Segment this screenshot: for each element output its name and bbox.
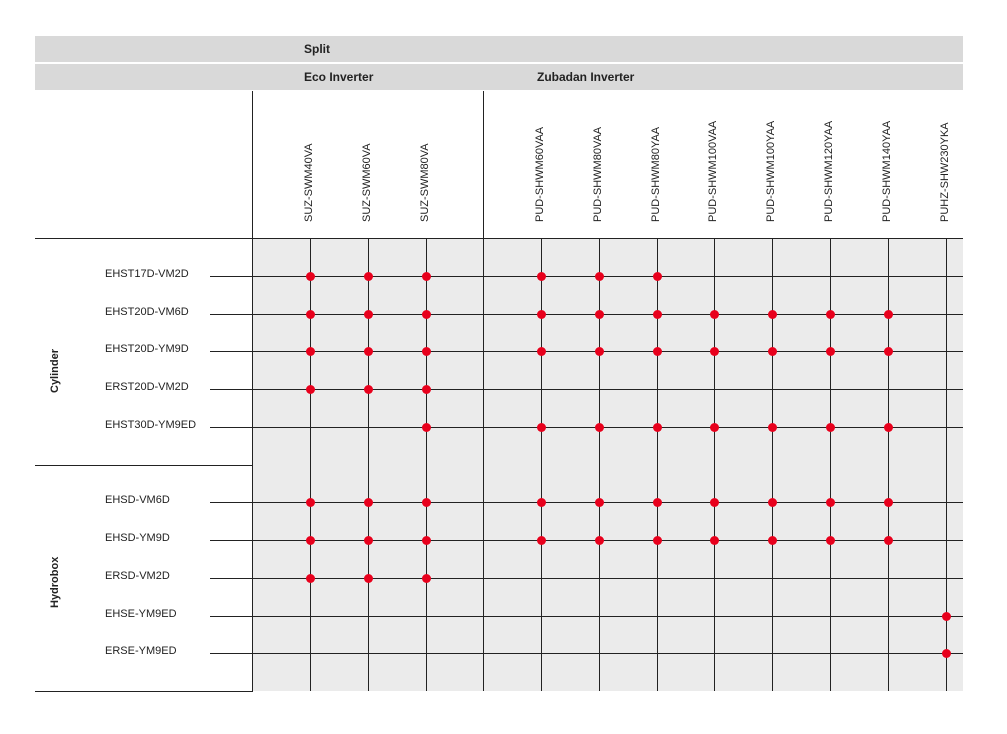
header-band-split [35, 36, 963, 62]
compatibility-dot [653, 423, 662, 432]
row-line [210, 314, 963, 315]
section-separator [35, 238, 253, 239]
column-label: PUHZ-SHW230YKA [939, 122, 951, 222]
compatibility-dot [884, 310, 893, 319]
column-line [888, 238, 889, 691]
compatibility-dot [422, 574, 431, 583]
compatibility-dot [768, 347, 777, 356]
compatibility-dot [364, 385, 373, 394]
row-label: EHSD-VM6D [105, 494, 170, 506]
zubadan-inverter-label: Zubadan Inverter [537, 70, 635, 84]
compatibility-dot [306, 272, 315, 281]
compatibility-dot [653, 498, 662, 507]
column-line [599, 238, 600, 691]
compatibility-dot [306, 498, 315, 507]
column-line [946, 238, 947, 691]
section-separator [35, 465, 253, 466]
compatibility-dot [768, 423, 777, 432]
compatibility-dot [884, 498, 893, 507]
compatibility-dot [364, 574, 373, 583]
column-label: SUZ-SWM80VA [419, 143, 431, 222]
compatibility-dot [537, 423, 546, 432]
compatibility-dot [422, 347, 431, 356]
compatibility-dot [653, 536, 662, 545]
split-label: Split [304, 42, 330, 56]
compatibility-dot [422, 385, 431, 394]
column-label: PUD-SHWM80VAA [592, 126, 604, 222]
group-label-hydrobox: Hydrobox [49, 556, 61, 608]
column-label: PUD-SHWM120YAA [823, 120, 835, 222]
compatibility-dot [826, 423, 835, 432]
header-band-groups [35, 64, 963, 90]
compatibility-dot [306, 574, 315, 583]
row-label: EHST17D-VM2D [105, 268, 189, 280]
compatibility-dot [826, 498, 835, 507]
row-label: ERST20D-VM2D [105, 381, 189, 393]
compatibility-dot [826, 536, 835, 545]
row-line [210, 502, 963, 503]
compatibility-dot [653, 347, 662, 356]
column-line [657, 238, 658, 691]
compatibility-dot [537, 536, 546, 545]
compatibility-dot [364, 536, 373, 545]
row-label: EHST20D-YM9D [105, 343, 189, 355]
compatibility-dot [422, 536, 431, 545]
column-line [310, 238, 311, 691]
compatibility-dot [422, 498, 431, 507]
column-label: SUZ-SWM40VA [303, 143, 315, 222]
group-label-cylinder: Cylinder [49, 348, 61, 393]
column-line [714, 238, 715, 691]
compatibility-dot [306, 310, 315, 319]
row-line [210, 578, 963, 579]
row-line [210, 427, 963, 428]
compatibility-dot [537, 272, 546, 281]
compatibility-dot [422, 272, 431, 281]
compatibility-dot [595, 536, 604, 545]
row-label: EHST20D-VM6D [105, 306, 189, 318]
compatibility-dot [653, 272, 662, 281]
compatibility-dot [942, 649, 951, 658]
label-column-divider [252, 91, 253, 691]
compatibility-dot [768, 310, 777, 319]
column-label: SUZ-SWM60VA [361, 143, 373, 222]
compatibility-dot [710, 347, 719, 356]
compatibility-dot [710, 423, 719, 432]
row-label: EHST30D-YM9ED [105, 419, 197, 431]
compatibility-dot [826, 310, 835, 319]
row-label: ERSD-VM2D [105, 570, 170, 582]
compatibility-dot [710, 498, 719, 507]
row-line [210, 389, 963, 390]
section-separator [35, 691, 253, 692]
compatibility-dot [422, 310, 431, 319]
compatibility-dot [595, 272, 604, 281]
compatibility-dot [537, 310, 546, 319]
row-line [210, 276, 963, 277]
compatibility-dot [768, 498, 777, 507]
column-label: PUD-SHWM80YAA [650, 126, 662, 222]
compatibility-dot [595, 347, 604, 356]
compatibility-dot [595, 423, 604, 432]
column-label: PUD-SHWM100YAA [765, 120, 777, 222]
compatibility-dot [595, 498, 604, 507]
compatibility-grid-background [252, 238, 963, 691]
compatibility-dot [826, 347, 835, 356]
column-line [426, 238, 427, 691]
row-label: EHSE-YM9ED [105, 608, 177, 620]
column-label: PUD-SHWM100VAA [707, 120, 719, 222]
compatibility-dot [884, 423, 893, 432]
row-line [210, 351, 963, 352]
compatibility-dot [710, 310, 719, 319]
column-line [830, 238, 831, 691]
column-label: PUD-SHWM60VAA [534, 126, 546, 222]
compatibility-dot [364, 347, 373, 356]
compatibility-dot [306, 385, 315, 394]
column-line [368, 238, 369, 691]
row-label: ERSE-YM9ED [105, 645, 177, 657]
compatibility-dot [942, 612, 951, 621]
compatibility-dot [537, 347, 546, 356]
compatibility-dot [364, 498, 373, 507]
column-line [772, 238, 773, 691]
column-label: PUD-SHWM140YAA [881, 120, 893, 222]
compatibility-dot [306, 347, 315, 356]
compatibility-dot [884, 347, 893, 356]
compatibility-dot [422, 423, 431, 432]
compatibility-dot [653, 310, 662, 319]
compatibility-dot [884, 536, 893, 545]
group-divider [483, 91, 484, 691]
grid-top-line [252, 238, 963, 239]
row-line [210, 616, 963, 617]
compatibility-dot [710, 536, 719, 545]
compatibility-dot [768, 536, 777, 545]
compatibility-dot [595, 310, 604, 319]
compatibility-dot [306, 536, 315, 545]
compatibility-dot [537, 498, 546, 507]
compatibility-dot [364, 272, 373, 281]
compatibility-dot [364, 310, 373, 319]
row-line [210, 540, 963, 541]
column-line [541, 238, 542, 691]
row-line [210, 653, 963, 654]
eco-inverter-label: Eco Inverter [304, 70, 374, 84]
row-label: EHSD-YM9D [105, 532, 170, 544]
